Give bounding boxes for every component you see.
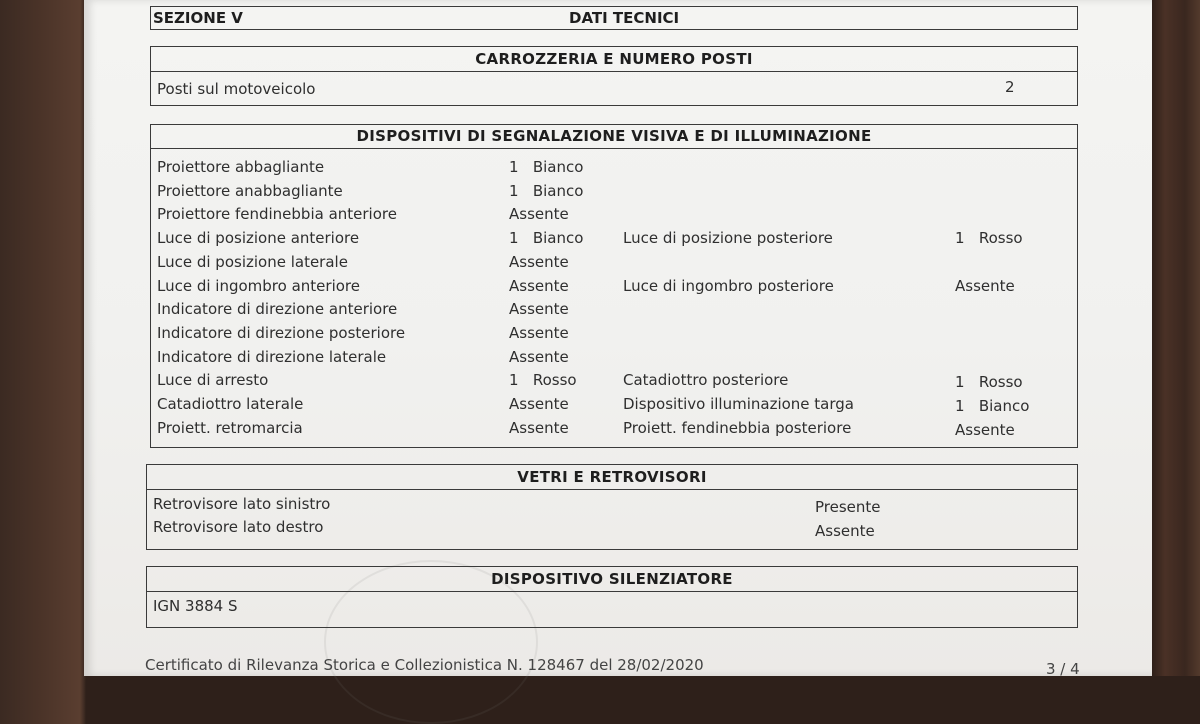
dispositivo-label-rear: Proiett. fendinebbia posteriore [623,418,852,437]
vetri-row-label: Retrovisore lato destro [153,518,324,536]
dispositivo-label: Proiettore abbagliante [157,158,325,176]
dispositivo-value: Assente [509,395,569,413]
section-label: SEZIONE V [153,9,243,27]
certificate-footer: Certificato di Rilevanza Storica e Collezionistica N. 128467 del 28/02/2020 [145,656,704,674]
wood-background-right [1150,0,1200,676]
document-page [84,0,1152,676]
dispositivo-label: Indicatore di direzione anteriore [157,300,398,319]
dispositivo-label: Luce di arresto [157,371,269,390]
dispositivo-label-rear: Luce di posizione posteriore [623,229,833,248]
dispositivo-value: Assente [509,205,569,224]
dispositivo-value-rear: Assente [955,276,1015,295]
dispositivo-value: 1 Bianco [509,181,584,200]
dispositivo-label-rear: Catadiottro posteriore [623,371,789,390]
vetri-box [146,464,1078,550]
dispositivo-label: Catadiottro laterale [157,395,304,413]
dispositivo-value: Assente [509,347,569,366]
silenziatore-title: DISPOSITIVO SILENZIATORE [147,567,1077,592]
dispositivo-value: Assente [509,252,569,271]
dispositivo-value: Assente [509,300,569,319]
dispositivo-value: 1 Bianco [509,229,584,248]
dispositivo-label: Proiettore fendinebbia anteriore [157,205,397,224]
dispositivo-label-rear: Luce di ingombro posteriore [623,276,834,295]
dispositivo-label: Luce di ingombro anteriore [157,276,360,295]
dispositivo-label: Proiettore anabbagliante [157,181,343,200]
dispositivo-label: Luce di posizione anteriore [157,229,360,248]
vetri-row-label: Retrovisore lato sinistro [153,495,331,513]
carrozzeria-title: CARROZZERIA E NUMERO POSTI [151,47,1077,72]
dispositivo-value-rear: 1 Bianco [955,397,1030,415]
dispositivo-value: Assente [509,323,569,342]
dispositivo-label: Luce di posizione laterale [157,252,348,271]
section-header [150,6,1078,30]
page-number: 3 / 4 [1046,660,1080,678]
dispositivo-label-rear: Dispositivo illuminazione targa [623,395,854,413]
dispositivo-value-rear: Assente [955,420,1015,439]
dispositivo-value: 1 Rosso [509,371,577,390]
vetri-row-value: Presente [815,498,881,516]
dispositivi-box [150,124,1078,448]
vetri-title: VETRI E RETROVISORI [147,465,1077,490]
dispositivo-value: Assente [509,418,569,437]
dispositivo-value-rear: 1 Rosso [955,373,1023,392]
carrozzeria-label: Posti sul motoveicolo [157,80,316,98]
dispositivo-label: Indicatore di direzione posteriore [157,323,406,342]
dispositivo-value: 1 Bianco [509,158,584,176]
carrozzeria-value: 2 [1005,78,1015,96]
silenziatore-box [146,566,1078,628]
carrozzeria-box [150,46,1078,106]
dispositivo-value-rear: 1 Rosso [955,229,1023,248]
vetri-row-value: Assente [815,522,875,540]
section-title: DATI TECNICI [569,9,680,27]
dispositivo-label: Indicatore di direzione laterale [157,347,387,366]
dispositivo-value: Assente [509,276,569,295]
dispositivi-title: DISPOSITIVI DI SEGNALAZIONE VISIVA E DI ILLUMINAZIONE [151,125,1077,149]
silenziatore-value: IGN 3884 S [153,597,238,615]
dispositivo-label: Proiett. retromarcia [157,418,303,437]
